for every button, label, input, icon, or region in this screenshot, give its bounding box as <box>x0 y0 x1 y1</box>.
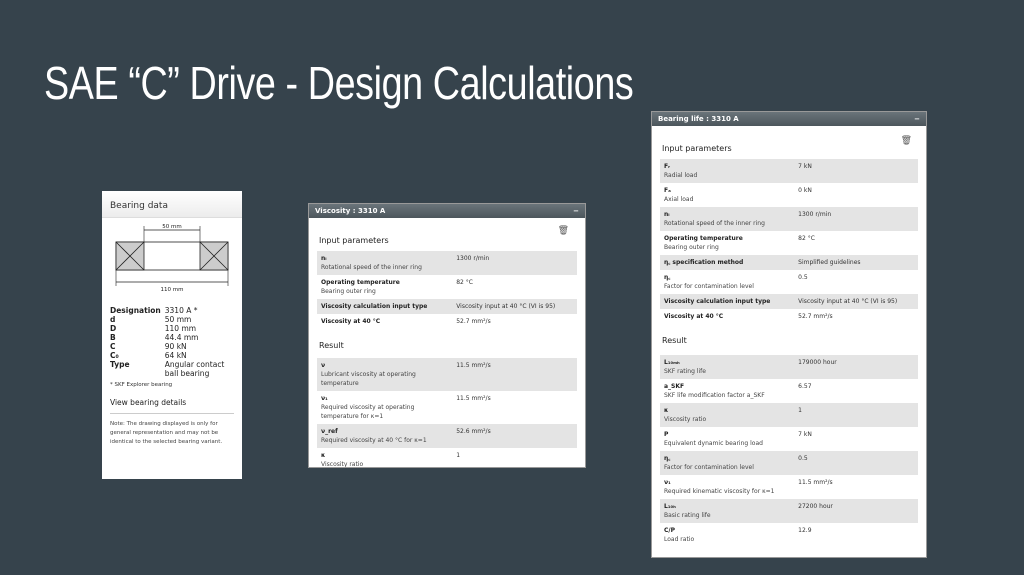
parameter-value: 11.5 mm²/s <box>456 395 491 402</box>
slide-title: SAE “C” Drive - Design Calculations <box>44 57 634 109</box>
spec-row <box>110 360 234 378</box>
parameter-value: Simplified guidelines <box>794 255 918 270</box>
drawing-note: Note: The drawing displayed is only for general representation and may not be identical to the selected bearing variant. <box>110 421 223 445</box>
bearing-life-input-title: Input parameters <box>662 144 732 153</box>
parameter-row <box>317 391 577 424</box>
viscosity-input-title: Input parameters <box>319 236 389 245</box>
spec-value: 50 mm <box>164 315 192 324</box>
bearing-life-result-title: Result <box>662 336 687 345</box>
parameter-name: Fᵣ <box>664 163 670 170</box>
spec-value: Angular contact ball bearing <box>164 360 225 378</box>
spec-value: 3310 A * <box>164 306 198 315</box>
parameter-value: 0 kN <box>798 187 812 194</box>
parameter-description: Factor for contamination level <box>664 464 754 471</box>
spec-key: D <box>110 324 117 333</box>
parameter-value: 1 <box>456 452 461 459</box>
parameter-row <box>660 427 918 451</box>
parameter-description: Equivalent dynamic bearing load <box>664 440 763 447</box>
viscosity-title: Viscosity : 3310 A <box>315 207 386 215</box>
parameter-name: η꜀ specification method <box>664 259 744 266</box>
bearing-life-card <box>651 111 927 558</box>
spec-row <box>110 315 234 324</box>
parameter-row <box>317 314 577 329</box>
parameter-description: Load ratio <box>664 536 695 543</box>
bearing-life-title: Bearing life : 3310 A <box>658 115 739 123</box>
parameter-name: Viscosity calculation input type <box>664 298 771 305</box>
viscosity-header <box>309 204 585 218</box>
spec-key: C₀ <box>110 351 119 360</box>
parameter-description: Bearing outer ring <box>321 288 376 295</box>
viscosity-result-table <box>317 358 577 468</box>
parameter-value: 52.7 mm²/s <box>798 313 833 320</box>
spec-value: 90 kN <box>164 342 187 351</box>
spec-key: Type <box>110 360 130 369</box>
parameter-name: κ <box>321 452 326 459</box>
spec-row <box>110 324 234 333</box>
parameter-row <box>317 424 577 448</box>
parameter-name: a_SKF <box>664 383 685 390</box>
inner-dimension-label: 50 mm <box>162 224 182 230</box>
parameter-value: 7 kN <box>798 431 812 438</box>
parameter-row <box>317 448 577 468</box>
parameter-value: 52.6 mm²/s <box>452 424 577 448</box>
parameter-description: Required kinematic viscosity for κ=1 <box>664 488 775 495</box>
parameter-row <box>660 207 918 231</box>
parameter-row <box>660 309 918 324</box>
parameter-value: 52.7 mm²/s <box>456 318 491 325</box>
parameter-name: P <box>664 431 669 438</box>
parameter-value: 12.9 <box>798 527 812 534</box>
parameter-value: 1300 r/min <box>452 251 577 275</box>
parameter-name: ν_ref <box>321 428 338 435</box>
parameter-name: nᵢ <box>321 255 327 262</box>
parameter-description: Lubricant viscosity at operating temperature <box>321 371 416 387</box>
spec-row <box>110 306 234 315</box>
parameter-row <box>660 523 918 547</box>
parameter-value: Viscosity input at 40 °C (VI is 95) <box>794 294 918 309</box>
parameter-row <box>660 294 918 309</box>
parameter-row <box>660 231 918 255</box>
parameter-row <box>317 251 577 275</box>
parameter-description: Radial load <box>664 172 698 179</box>
view-bearing-details-link[interactable]: View bearing details <box>110 398 187 407</box>
parameter-row <box>660 475 918 499</box>
viscosity-result-title: Result <box>319 341 344 350</box>
viscosity-input-table <box>317 251 577 329</box>
parameter-name: Viscosity calculation input type <box>321 303 428 310</box>
bearing-drawing <box>102 220 242 294</box>
parameter-value: 82 °C <box>798 235 815 242</box>
parameter-name: Viscosity at 40 °C <box>664 313 724 320</box>
parameter-name: η꜀ <box>664 455 671 462</box>
parameter-row <box>317 299 577 314</box>
trash-icon[interactable]: 🗑 <box>900 136 912 146</box>
parameter-description: Viscosity ratio <box>321 461 364 468</box>
parameter-value: 1300 r/min <box>794 207 918 231</box>
parameter-description: Factor for contamination level <box>664 283 754 290</box>
parameter-name: ν₁ <box>321 395 328 402</box>
parameter-description: Bearing outer ring <box>664 244 719 251</box>
spec-value: 110 mm <box>164 324 197 333</box>
spec-row <box>110 333 234 342</box>
parameter-description: Rotational speed of the inner ring <box>321 264 422 271</box>
parameter-row <box>317 275 577 299</box>
parameter-row <box>660 355 918 379</box>
parameter-name: L₁₀ₘₕ <box>664 359 680 366</box>
bearing-life-result-table <box>660 355 918 547</box>
viscosity-card <box>308 203 586 468</box>
parameter-row <box>660 451 918 475</box>
spec-value: 64 kN <box>164 351 187 360</box>
parameter-description: Basic rating life <box>664 512 711 519</box>
parameter-row <box>660 255 918 270</box>
parameter-name: Viscosity at 40 °C <box>321 318 381 325</box>
outer-dimension-label: 110 mm <box>160 287 184 293</box>
parameter-value: 1 <box>794 403 918 427</box>
parameter-value: 7 kN <box>794 159 918 183</box>
parameter-description: Rotational speed of the inner ring <box>664 220 765 227</box>
parameter-name: L₁₀ₕ <box>664 503 676 510</box>
parameter-row <box>660 499 918 523</box>
parameter-name: Fₐ <box>664 187 671 194</box>
spec-key: d <box>110 315 116 324</box>
parameter-value: 0.5 <box>798 274 808 281</box>
parameter-row <box>660 403 918 427</box>
parameter-row <box>660 159 918 183</box>
bearing-spec-table <box>110 306 234 378</box>
parameter-value: 82 °C <box>456 279 473 286</box>
parameter-description: Required viscosity at operating temperature for κ=1 <box>321 404 415 420</box>
parameter-description: Axial load <box>664 196 694 203</box>
parameter-name: ν₁ <box>664 479 671 486</box>
parameter-name: η꜀ <box>664 274 671 281</box>
parameter-name: C/P <box>664 527 675 534</box>
parameter-description: SKF rating life <box>664 368 706 375</box>
bearing-data-card <box>102 191 242 479</box>
parameter-row <box>660 270 918 294</box>
parameter-name: ν <box>321 362 326 369</box>
parameter-row <box>660 183 918 207</box>
parameter-row <box>660 379 918 403</box>
explorer-note: * SKF Explorer bearing <box>110 382 173 388</box>
parameter-value: 27200 hour <box>794 499 918 523</box>
bearing-life-input-table <box>660 159 918 324</box>
collapse-button[interactable]: − <box>914 115 920 123</box>
parameter-value: 0.5 <box>794 451 918 475</box>
parameter-value: Viscosity input at 40 °C (VI is 95) <box>452 299 577 314</box>
parameter-value: 11.5 mm²/s <box>452 358 577 391</box>
parameter-description: Required viscosity at 40 °C for κ=1 <box>321 437 427 444</box>
parameter-name: nᵢ <box>664 211 670 218</box>
parameter-description: Viscosity ratio <box>664 416 707 423</box>
parameter-value: 179000 hour <box>794 355 918 379</box>
trash-icon[interactable]: 🗑 <box>557 226 569 236</box>
bearing-life-header <box>652 112 926 126</box>
spec-value: 44.4 mm <box>164 333 199 342</box>
spec-key: B <box>110 333 116 342</box>
collapse-button[interactable]: − <box>573 207 579 215</box>
spec-row <box>110 342 234 351</box>
parameter-description: SKF life modification factor a_SKF <box>664 392 765 399</box>
spec-key: Designation <box>110 306 161 315</box>
spec-key: C <box>110 342 116 351</box>
bearing-data-header: Bearing data <box>102 191 242 218</box>
parameter-row <box>317 358 577 391</box>
parameter-name: κ <box>664 407 669 414</box>
parameter-value: 11.5 mm²/s <box>798 479 833 486</box>
parameter-value: 6.57 <box>798 383 812 390</box>
parameter-name: Operating temperature <box>321 279 400 286</box>
parameter-name: Operating temperature <box>664 235 743 242</box>
spec-row <box>110 351 234 360</box>
